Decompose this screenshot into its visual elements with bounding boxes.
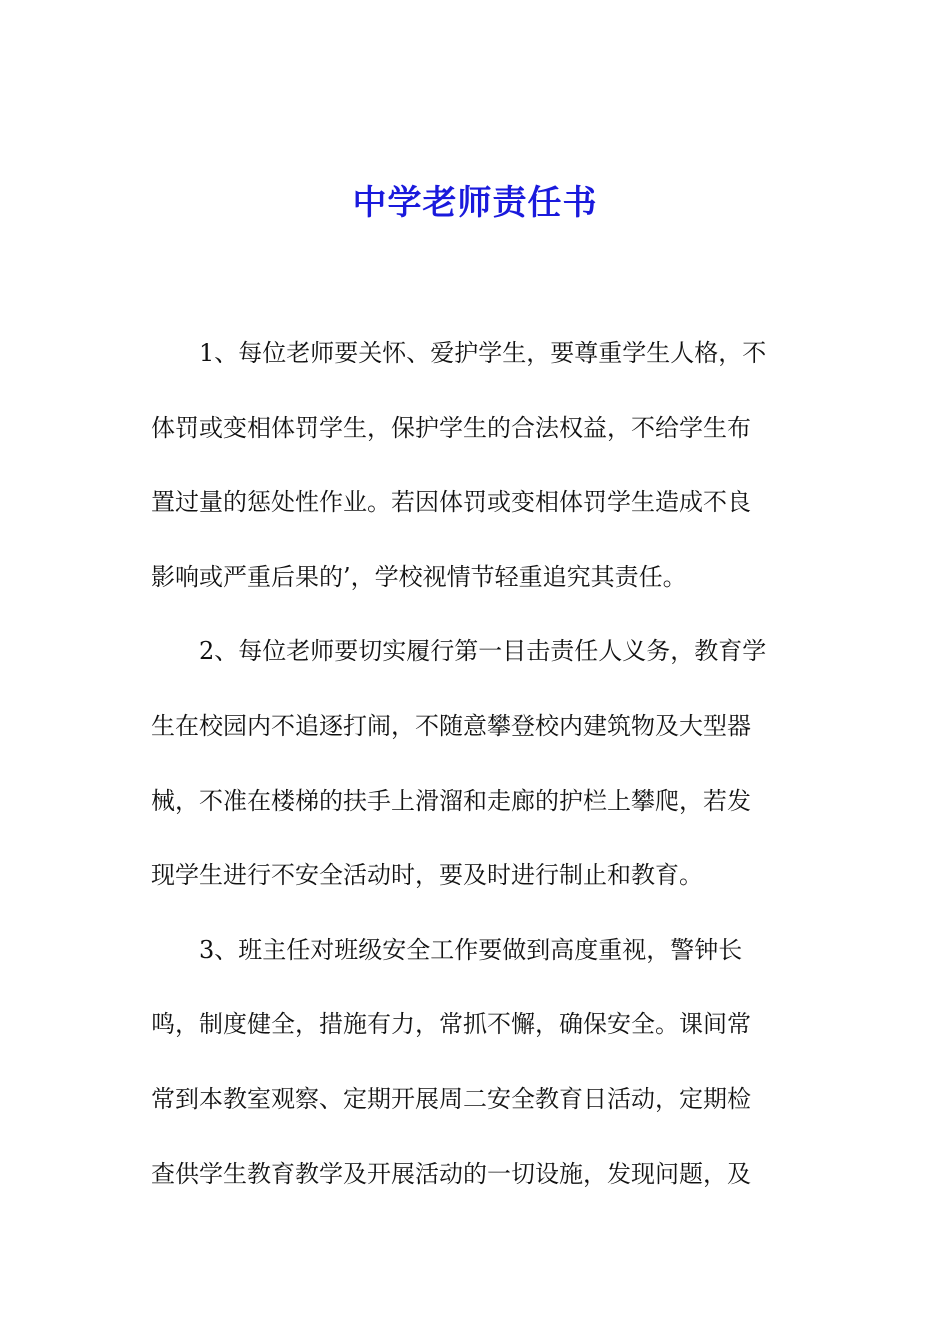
text-line: 现学生进行不安全活动时，要及时进行制止和教育。 xyxy=(151,861,703,890)
text-line: 1、每位老师要关怀、爱护学生，要尊重学生人格，不 xyxy=(199,339,767,367)
text-line: 3、班主任对班级安全工作要做到高度重视，警钟长 xyxy=(199,935,743,964)
text-line: 常到本教室观察、定期开展周二安全教育日活动，定期检 xyxy=(151,1084,751,1113)
text-line: 2、每位老师要切实履行第一目击责任人义务，教育学 xyxy=(199,637,767,666)
document-body xyxy=(151,316,803,1211)
text-line: 置过量的惩处性作业。若因体罚或变相体罚学生造成不良 xyxy=(151,488,751,517)
text-line: 查供学生教育教学及开展活动的一切设施，发现问题，及 xyxy=(151,1159,751,1188)
text-line: 鸣，制度健全，措施有力，常抓不懈，确保安全。课间常 xyxy=(151,1010,751,1039)
document-title: 中学老师责任书 xyxy=(352,183,598,223)
text-line: 械，不准在楼梯的扶手上滑溜和走廊的护栏上攀爬，若发 xyxy=(151,786,751,815)
text-line: 影响或严重后果的’，学校视情节轻重追究其责任。 xyxy=(151,562,687,591)
text-line: 体罚或变相体罚学生，保护学生的合法权益，不给学生布 xyxy=(151,413,751,442)
text-line: 生在校园内不追逐打闹，不随意攀登校内建筑物及大型器 xyxy=(151,711,751,740)
